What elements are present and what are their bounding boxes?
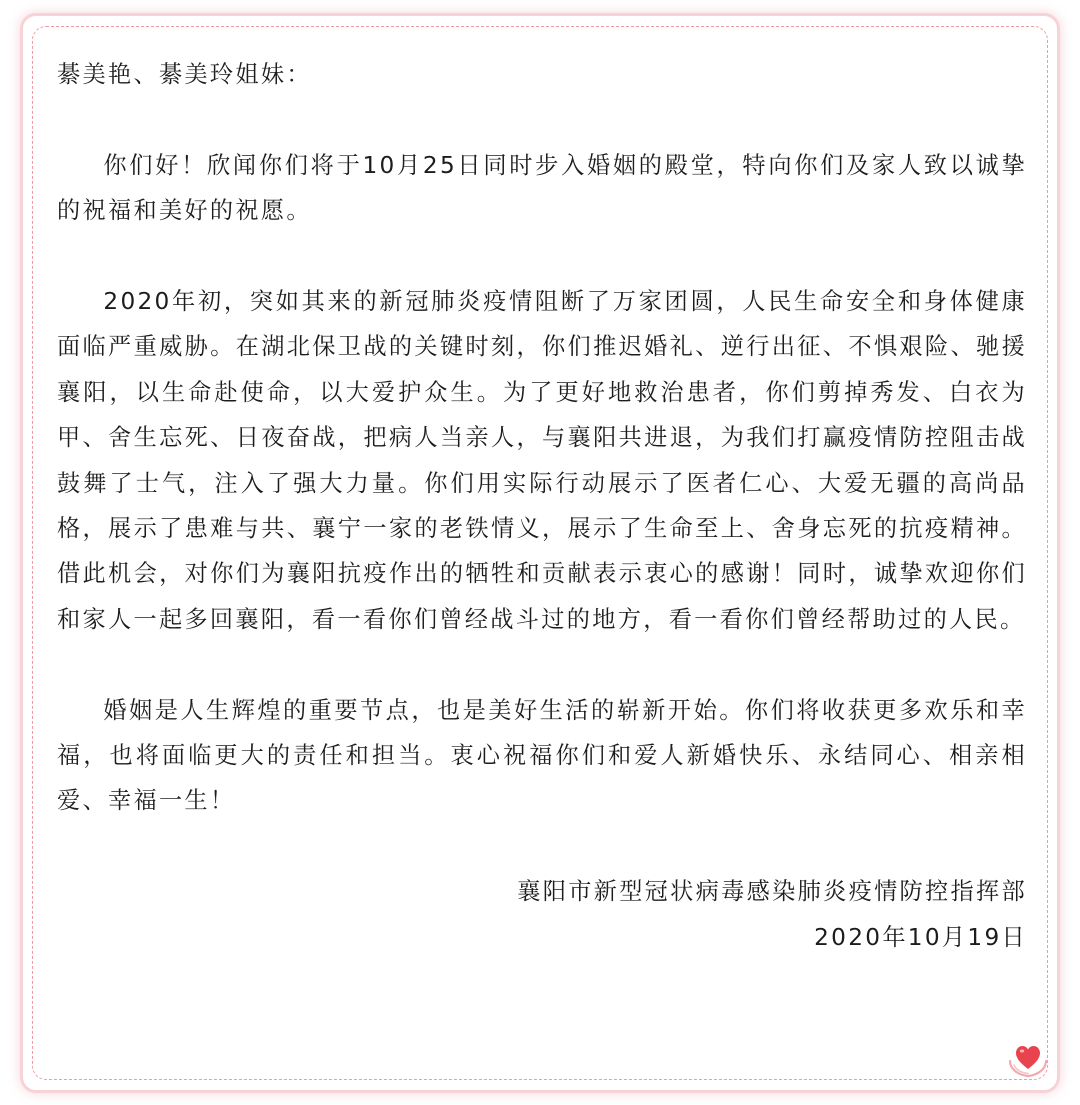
letter-body bbox=[57, 52, 1027, 960]
signature-date: 2020年10月19日 bbox=[814, 923, 1027, 951]
heart-in-hands-icon bbox=[1006, 1039, 1050, 1079]
signature-block bbox=[57, 869, 1027, 960]
paragraph-blessing: 婚姻是人生辉煌的重要节点，也是美好生活的崭新开始。你们将收获更多欢乐和幸福，也将面临更大的责任和担当。衷心祝福你们和爱人新婚快乐、永结同心、相亲相爱、幸福一生！ bbox=[57, 696, 1027, 815]
salutation: 綦美艳、綦美玲姐妹： bbox=[57, 61, 312, 88]
paragraph-greeting: 你们好！欣闻你们将于10月25日同时步入婚姻的殿堂，特向你们及家人致以诚挚的祝福和美好的祝愿。 bbox=[57, 151, 1027, 225]
paragraph-tribute: 2020年初，突如其来的新冠肺炎疫情阻断了万家团圆，人民生命安全和身体健康面临严重威胁。在湖北保卫战的关键时刻，你们推迟婚礼、逆行出征、不惧艰险、驰援襄阳，以生命赴使命，以大爱护众生。为了更好地救治患者，你们剪掉秀发、白衣为甲、舍生忘死、日夜奋战，把病人当亲人，与襄阳共进退，为我们打赢疫情防控阻击战鼓舞了士气，注入了强大力量。你们用实际行动展示了医者仁心、大爱无疆的高尚品格，展示了患难与共、襄宁一家的老铁情义，展示了生命至上、舍身忘死的抗疫精神。借此机会，对你们为襄阳抗疫作出的牺牲和贡献表示衷心的感谢！同时，诚挚欢迎你们和家人一起多回襄阳，看一看你们曾经战斗过的地方，看一看你们曾经帮助过的人民。 bbox=[57, 288, 1027, 633]
signature-organization: 襄阳市新型冠状病毒感染肺炎疫情防控指挥部 bbox=[517, 878, 1027, 906]
